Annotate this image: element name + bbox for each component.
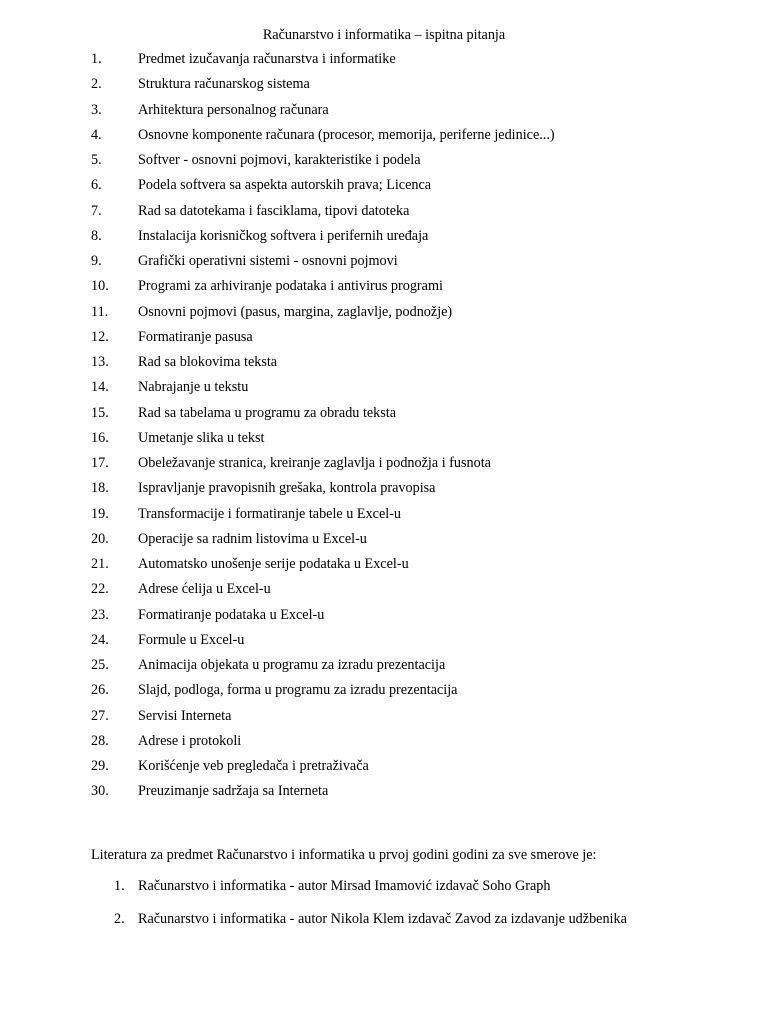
exam-questions-list [0,50,768,808]
question-number: 20. [91,530,109,547]
question-text: Slajd, podloga, forma u programu za izradu prezentacija [138,682,458,699]
question-text: Softver - osnovni pojmovi, karakteristike i podela [138,152,421,168]
question-text: Predmet izučavanja računarstva i informatike [138,51,396,67]
question-number: 27. [91,707,109,724]
question-item [0,252,768,277]
question-item [0,782,768,807]
question-number: 23. [91,606,109,623]
question-number: 11. [91,303,109,320]
literature-heading: Literatura za predmet Računarstvo i informatika u prvoj godini godini za sve smerove je: [91,847,597,863]
question-item [0,681,768,706]
question-item [0,505,768,530]
question-item [0,454,768,479]
question-number: 9. [91,253,102,269]
question-text: Operacije sa radnim listovima u Excel-u [138,530,367,547]
question-text: Automatsko unošenje serije podataka u Excel-u [138,556,409,572]
question-number: 6. [91,177,102,194]
question-text: Rad sa blokovima teksta [138,354,278,370]
question-item [0,429,768,454]
question-item [0,202,768,227]
question-item [0,580,768,605]
question-number: 1. [91,51,102,67]
question-text: Formatiranje podataka u Excel-u [138,606,325,623]
question-item [0,303,768,328]
question-item [0,176,768,201]
question-number: 16. [91,429,109,446]
question-item [0,151,768,176]
question-text: Rad sa datotekama i fasciklama, tipovi datoteka [138,202,410,219]
question-text: Podela softvera sa aspekta autorskih prava; Licenca [138,177,432,194]
question-text: Animacija objekata u programu za izradu prezentacija [138,657,446,673]
question-text: Servisi Interneta [138,707,232,724]
question-number: 28. [91,732,109,749]
question-number: 19. [91,505,109,522]
question-number: 5. [91,152,102,168]
question-item [0,101,768,126]
question-number: 17. [91,455,109,471]
question-item [0,277,768,302]
question-number: 26. [91,682,109,699]
question-text: Osnovne komponente računara (procesor, memorija, periferne jedinice...) [138,126,555,143]
question-text: Osnovni pojmovi (pasus, margina, zaglavlje, podnožje) [138,303,453,320]
question-number: 10. [91,278,109,295]
question-text: Adrese i protokoli [138,732,242,749]
question-item [0,227,768,252]
literature-number: 2. [114,911,125,927]
question-number: 14. [91,379,109,396]
question-number: 2. [91,76,102,93]
question-number: 4. [91,126,102,143]
question-text: Formule u Excel-u [138,631,245,648]
question-item [0,353,768,378]
question-text: Grafički operativni sistemi - osnovni pojmovi [138,253,398,269]
question-text: Struktura računarskog sistema [138,76,310,93]
literature-item [0,910,768,943]
question-text: Adrese ćelija u Excel-u [138,581,271,598]
question-text: Instalacija korisničkog softvera i perifernih uređaja [138,227,429,244]
question-text: Ispravljanje pravopisnih grešaka, kontrola pravopisa [138,480,436,497]
question-number: 25. [91,657,109,673]
question-item [0,50,768,75]
literature-text: Računarstvo i informatika - autor Mirsad Imamović izdavač Soho Graph [138,878,551,894]
literature-list [0,877,768,943]
question-item [0,555,768,580]
question-text: Transformacije i formatiranje tabele u Excel-u [138,505,402,522]
question-text: Rad sa tabelama u programu za obradu teksta [138,404,397,421]
question-item [0,732,768,757]
literature-item [0,877,768,910]
question-number: 15. [91,404,109,421]
question-number: 8. [91,227,102,244]
literature-text: Računarstvo i informatika - autor Nikola Klem izdavač Zavod za izdavanje udžbenika [138,911,627,927]
question-number: 30. [91,783,109,800]
question-number: 3. [91,101,102,118]
question-number: 12. [91,328,109,345]
question-item [0,126,768,151]
question-text: Nabrajanje u tekstu [138,379,249,396]
question-text: Umetanje slika u tekst [138,429,265,446]
question-item [0,757,768,782]
question-item [0,606,768,631]
question-item [0,656,768,681]
question-number: 18. [91,480,109,497]
question-number: 24. [91,631,109,648]
literature-number: 1. [114,878,125,894]
question-number: 7. [91,202,102,219]
question-item [0,479,768,504]
question-text: Programi za arhiviranje podataka i antivirus programi [138,278,443,295]
question-item [0,707,768,732]
question-item [0,404,768,429]
question-item [0,378,768,403]
question-item [0,328,768,353]
question-item [0,530,768,555]
question-item [0,631,768,656]
question-text: Obeležavanje stranica, kreiranje zaglavlja i podnožja i fusnota [138,455,491,471]
question-number: 13. [91,354,109,370]
question-text: Preuzimanje sadržaja sa Interneta [138,783,329,800]
question-text: Formatiranje pasusa [138,328,253,345]
question-number: 22. [91,581,109,598]
question-item [0,75,768,100]
question-number: 29. [91,758,109,774]
question-text: Arhitektura personalnog računara [138,101,329,118]
page-title: Računarstvo i informatika – ispitna pitanja [262,27,506,43]
question-number: 21. [91,556,109,572]
question-text: Korišćenje veb pregledača i pretraživača [138,758,369,774]
